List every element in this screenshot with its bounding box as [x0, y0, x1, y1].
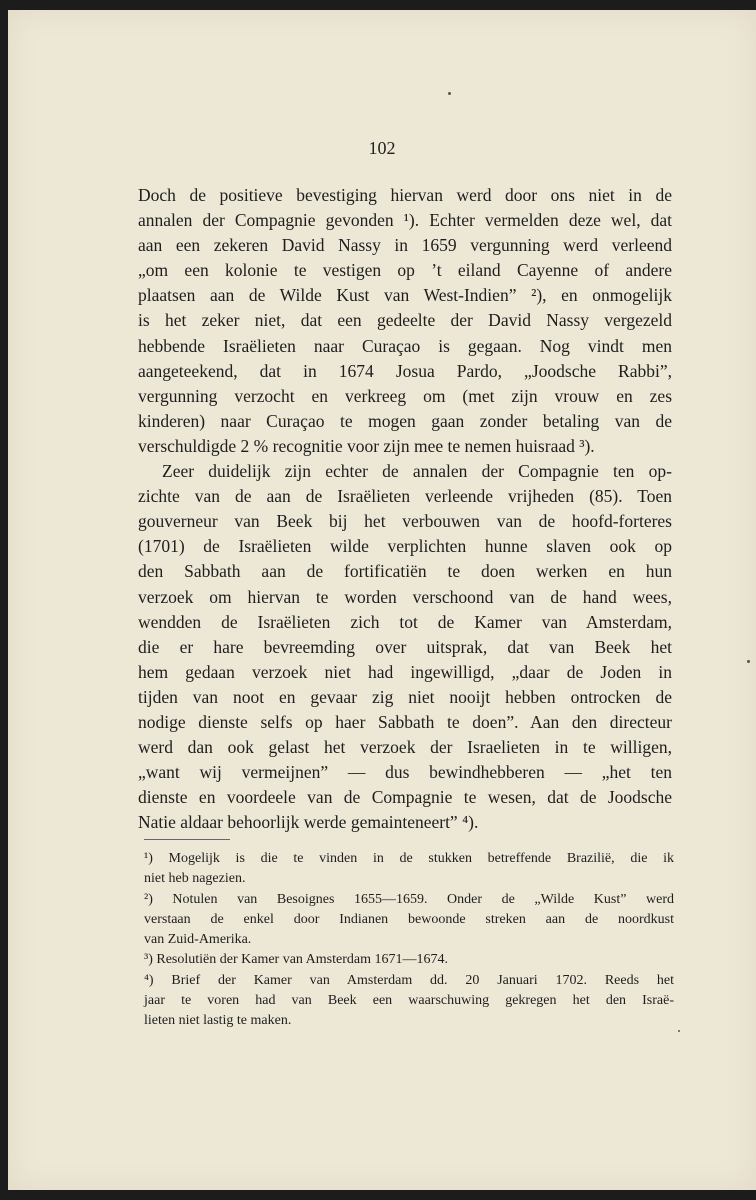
text-line: die er hare bevreemding over uitsprak, dat van Beek het	[138, 636, 672, 657]
text-line: „om een kolonie te vestigen op ’t eiland Cayenne of andere	[138, 260, 672, 281]
footnote-line: ¹) Mogelijk is die te vinden in de stukken betreffende Brazilië, die ik	[144, 851, 674, 866]
footnote-line: verstaan de enkel door Indianen bewoonde streken aan de noordkust	[144, 911, 674, 927]
text-line: (1701) de Israëlieten wilde verplichten hunne slaven ook op	[138, 536, 672, 557]
text-line: annalen der Compagnie gevonden ¹). Echter vermelden deze wel, dat	[138, 210, 672, 231]
text-line: zichte van de aan de Israëlieten verleende vrijheden (85). Toen	[138, 486, 672, 507]
text-line: nodige dienste selfs op haer Sabbath te doen”. Aan den directeur	[138, 711, 672, 732]
footnote-line: van Zuid-Amerika.	[144, 932, 252, 948]
text-line: aangeteekend, dat in 1674 Josua Pardo, „Joodsche Rabbi”,	[138, 360, 672, 381]
text-line: den Sabbath aan de fortificatiën te doen werken en hun	[138, 561, 672, 582]
text-line: werd dan ook gelast het verzoek der Israelieten in te willigen,	[138, 737, 672, 758]
main-text	[138, 183, 672, 835]
footnotes	[144, 849, 674, 1032]
text-line: kinderen) naar Curaçao te mogen gaan zonder betaling van de	[138, 410, 672, 431]
paper-speck	[448, 92, 451, 95]
text-line: gouverneur van Beek bij het verbouwen van de hoofd-forteres	[138, 511, 672, 532]
footnote-line: ³) Resolutiën der Kamer van Amsterdam 1671—1674.	[144, 952, 448, 968]
footnote-line: niet heb nagezien.	[144, 871, 246, 887]
footnote-line: ²) Notulen van Besoignes 1655—1659. Onder de „Wilde Kust” werd	[144, 891, 674, 907]
text-line: tijden van noot en gevaar zig niet nooijt hebben ontrocken de	[138, 686, 672, 707]
paper-speck	[747, 660, 750, 663]
text-line: dienste en voordeele van de Compagnie te wesen, dat de Joodsche	[138, 787, 672, 808]
text-line: „want wij vermeijnen” — dus bewindhebberen — „het ten	[138, 762, 672, 783]
text-line: Zeer duidelijk zijn echter de annalen der Compagnie ten op-	[162, 461, 672, 482]
text-line: Natie aldaar behoorlijk werde gemainteneert” ⁴).	[138, 812, 479, 833]
text-line: plaatsen aan de Wilde Kust van West-Indien” ²), en onmogelijk	[138, 285, 672, 306]
text-line: wendden de Israëlieten zich tot de Kamer van Amsterdam,	[138, 611, 672, 632]
text-line: vergunning verzocht en verkreeg om (met zijn vrouw en zes	[138, 385, 672, 406]
text-line: verzoek om hiervan te worden verschoond van de hand wees,	[138, 586, 672, 607]
text-line: hebbende Israëlieten naar Curaçao is gegaan. Nog vindt men	[138, 335, 672, 356]
text-line: is het zeker niet, dat een gedeelte der David Nassy vergezeld	[138, 310, 672, 331]
text-line: verschuldigde 2 % recognitie voor zijn mee te nemen huisraad ³).	[138, 435, 595, 456]
footnote-line: ⁴) Brief der Kamer van Amsterdam dd. 20 Januari 1702. Reeds het	[144, 972, 674, 988]
text-line: hem gedaan verzoek niet had ingewilligd, „daar de Joden in	[138, 661, 672, 682]
footnote-line: lieten niet lastig te maken.	[144, 1013, 292, 1029]
paper-speck	[678, 1030, 680, 1032]
book-page	[8, 10, 756, 1190]
text-line: Doch de positieve bevestiging hiervan werd door ons niet in de	[138, 185, 672, 205]
page-number: 102	[368, 138, 396, 158]
footnote-line: jaar te voren had van Beek een waarschuwing gekregen het den Israë-	[144, 993, 674, 1009]
text-line: aan een zekeren David Nassy in 1659 vergunning werd verleend	[138, 235, 672, 256]
footnote-divider	[144, 839, 230, 840]
